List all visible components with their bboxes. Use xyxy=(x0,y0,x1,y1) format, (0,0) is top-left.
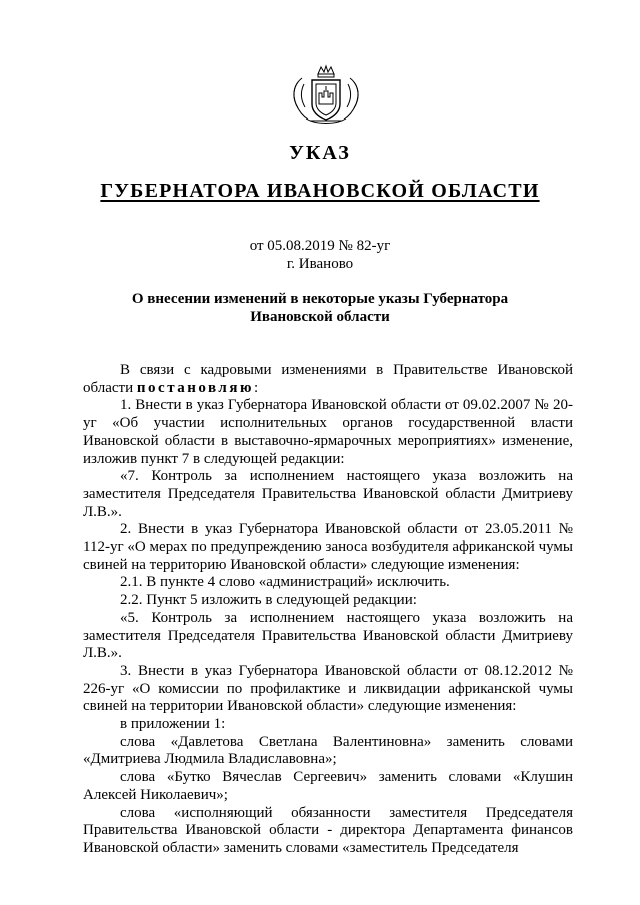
subject-line-2: Ивановской области xyxy=(250,309,390,325)
body-paragraph: в приложении 1: xyxy=(120,716,226,733)
document-subject xyxy=(0,290,640,326)
city-line: г. Иваново xyxy=(286,256,354,272)
coat-of-arms-icon xyxy=(288,64,364,126)
decree-keyword: постановляю xyxy=(136,379,254,396)
document-body xyxy=(83,362,573,858)
body-paragraph: слова «Бутко Вячеслав Сергеевич» заменить словами «Клушин Алексей Николаевич»; xyxy=(83,769,573,803)
body-paragraph: слова «Давлетова Светлана Валентиновна» заменить словами «Дмитриева Людмила Владиславовна»; xyxy=(83,733,573,768)
body-paragraph: 3. Внести в указ Губернатора Ивановской области от 08.12.2012 № 226-уг «О комиссии по профилактике и ликвидации африканской чумы свиней на территории Ивановской области» следующие изменения: xyxy=(83,662,573,715)
body-paragraph: 1. Внести в указ Губернатора Ивановской области от 09.02.2007 № 20-уг «Об участии исполнительных органов государственной власти Ивановской области в выставочно-ярмарочных мероприятиях» изменение, изложив пункт 7 в следующей редакции: xyxy=(83,397,573,467)
issuer-title: ГУБЕРНАТОРА ИВАНОВСКОЙ ОБЛАСТИ xyxy=(100,180,540,202)
intro-end: : xyxy=(253,379,259,396)
intro-text: В связи с кадровыми изменениями в Правительстве Ивановской области xyxy=(83,362,573,396)
document-type-title: УКАЗ xyxy=(289,142,351,164)
body-paragraph: 2.2. Пункт 5 изложить в следующей редакции: xyxy=(120,592,417,609)
body-paragraph: 2. Внести в указ Губернатора Ивановской области от 23.05.2011 № 112-уг «О мерах по предупреждению заноса возбудителя африканской чумы свиней на территорию Ивановской области» следующие изменения: xyxy=(83,521,573,573)
date-number-line: от 05.08.2019 № 82-уг xyxy=(249,238,391,254)
intro-paragraph xyxy=(83,362,573,397)
body-paragraph: «5. Контроль за исполнением настоящего указа возложить на заместителя Председателя Правительства Ивановской области Дмитриеву Л.В.». xyxy=(83,609,573,662)
body-paragraph: 2.1. В пункте 4 слово «администраций» исключить. xyxy=(120,574,450,591)
body-paragraph: слова «исполняющий обязанности заместителя Председателя Правительства Ивановской области - директора Департамента финансов Ивановской области» заменить словами «заместитель Председателя xyxy=(83,804,573,856)
subject-line-1: О внесении изменений в некоторые указы Губернатора xyxy=(131,291,509,307)
body-paragraph: «7. Контроль за исполнением настоящего указа возложить на заместителя Председателя Правительства Ивановской области Дмитриеву Л.В.». xyxy=(83,468,573,520)
